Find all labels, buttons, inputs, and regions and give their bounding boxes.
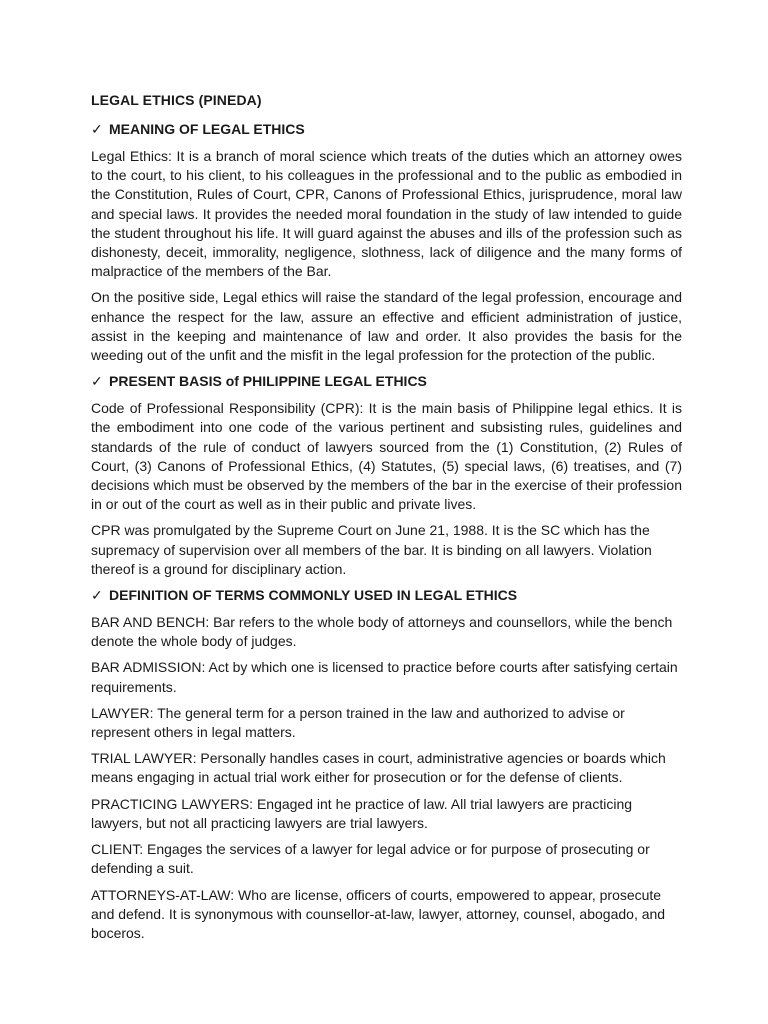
- paragraph: On the positive side, Legal ethics will raise the standard of the legal profession, encourage and enhance the respect for the law, assure an effective and efficient administration of justice, assist in the keeping and maintenance of law and order. It also provides the basis for the weeding out of the unfit and the misfit in the legal profession for the protection of the public.: [91, 289, 682, 364]
- definition-paragraph: PRACTICING LAWYERS: Engaged int he practice of law. All trial lawyers are practicing lawyers, but not all practicing lawyers are trial lawyers.: [91, 795, 633, 831]
- paragraph: CPR was promulgated by the Supreme Court on June 21, 1988. It is the SC which has the supremacy of supervision over all members of the bar. It is binding on all lawyers. Violation thereof is a ground for disciplinary action.: [91, 522, 652, 577]
- section-heading-meaning: [91, 120, 682, 139]
- definition-paragraph: BAR ADMISSION: Act by which one is licensed to practice before courts after satisfying certain requirements.: [91, 659, 678, 695]
- section-heading-text: DEFINITION OF TERMS COMMONLY USED IN LEGAL ETHICS: [109, 587, 518, 604]
- section-heading-definitions: [91, 586, 682, 605]
- definition-paragraph: TRIAL LAWYER: Personally handles cases in court, administrative agencies or boards which means engaging in actual trial work either for prosecution or for the defense of clients.: [91, 750, 666, 786]
- section-heading-text: MEANING OF LEGAL ETHICS: [109, 121, 305, 137]
- definition-paragraph: CLIENT: Engages the services of a lawyer for legal advice or for purpose of prosecuting or defending a suit.: [91, 841, 650, 877]
- paragraph: Code of Professional Responsibility (CPR): It is the main basis of Philippine legal ethics. It is the embodiment into one code of the various pertinent and subsisting rules, guidelines and standards of the rule of conduct of lawyers sourced from the (1) Constitution, (2) Rules of Court, (3) Canons of Professional Ethics, (4) Statutes, (5) special laws, (6) treatises, and (7) decisions which must be observed by the members of the bar in the exercise of their profession in or out of the court as well as in their public and private lives.: [91, 400, 682, 513]
- check-mark-icon: ✓: [91, 121, 103, 137]
- definition-paragraph: BAR AND BENCH: Bar refers to the whole body of attorneys and counsellors, while the bench denote the whole body of judges.: [91, 614, 673, 650]
- section-heading-present-basis: [91, 372, 682, 391]
- paragraph: Legal Ethics: It is a branch of moral science which treats of the duties which an attorney owes to the court, to his client, to his colleagues in the professional and to the public as embodied in the Constitution, Rules of Court, CPR, Canons of Professional Ethics, jurisprudence, moral law and special laws. It provides the needed moral foundation in the study of law intended to guide the student throughout his life. It will guard against the abuses and ills of the profession such as dishonesty, deceit, immorality, negligence, slothness, lack of diligence and the many forms of malpractice of the members of the Bar.: [91, 148, 682, 280]
- check-mark-icon: ✓: [91, 587, 103, 604]
- section-heading-text: PRESENT BASIS of PHILIPPINE LEGAL ETHICS: [109, 373, 427, 390]
- definition-paragraph: LAWYER: The general term for a person trained in the law and authorized to advise or represent others in legal matters.: [91, 704, 625, 741]
- document-title: LEGAL ETHICS (PINEDA): [91, 92, 262, 108]
- definition-paragraph: ATTORNEYS-AT-LAW: Who are license, officers of courts, empowered to appear, prosecute and defend. It is synonymous with counsellor-at-law, lawyer, attorney, counsel, abogado, and boceros.: [91, 886, 666, 941]
- check-mark-icon: ✓: [91, 373, 103, 390]
